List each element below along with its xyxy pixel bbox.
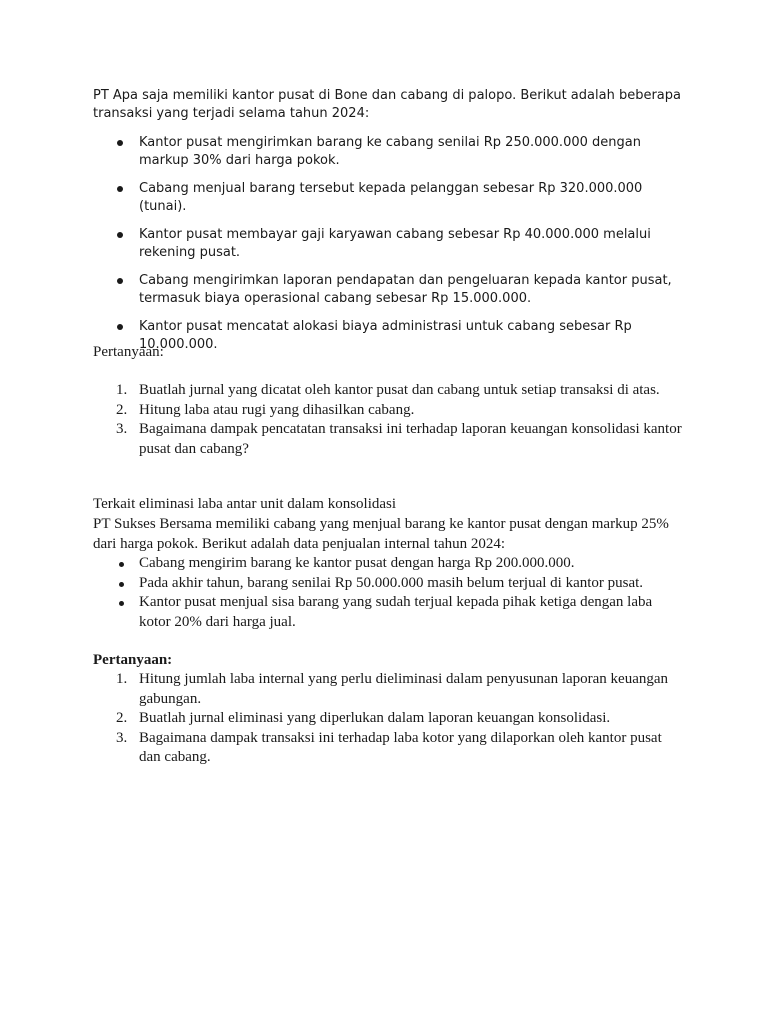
list-item (93, 381, 683, 401)
question-text: Buatlah jurnal eliminasi yang diperlukan dalam laporan keuangan konsolidasi. (139, 710, 611, 726)
bullet-icon (117, 140, 123, 146)
bullet-icon (117, 232, 123, 238)
section1-questions-label: Pertanyaan: (93, 344, 164, 360)
bullet-text: Kantor pusat mengirimkan barang ke cabang senilai Rp 250.000.000 dengan markup 30% dari harga pokok. (139, 135, 641, 168)
list-item (93, 134, 683, 170)
list-item (93, 554, 683, 574)
section2-questions-label: Pertanyaan: (93, 652, 173, 668)
section1-bullet-list (93, 134, 683, 364)
list-item (93, 226, 683, 262)
list-item (93, 420, 683, 459)
section1-intro: PT Apa saja memiliki kantor pusat di Bone dan cabang di palopo. Berikut adalah beberapa transaksi yang terjadi selama tahun 2024: (93, 88, 681, 121)
bullet-text: Cabang mengirim barang ke kantor pusat dengan harga Rp 200.000.000. (139, 555, 575, 571)
question-text: Buatlah jurnal yang dicatat oleh kantor pusat dan cabang untuk setiap transaksi di atas. (139, 382, 660, 398)
list-item (93, 729, 683, 768)
bullet-icon (119, 582, 124, 587)
list-item (93, 593, 683, 632)
question-text: Hitung jumlah laba internal yang perlu dieliminasi dalam penyusunan laporan keuangan gabungan. (139, 671, 669, 707)
bullet-text: Kantor pusat mencatat alokasi biaya administrasi untuk cabang sebesar Rp 10.000.000. (139, 319, 632, 352)
section1-question-list (93, 381, 683, 459)
section2-question-list (93, 670, 683, 768)
list-number: 1. (116, 671, 128, 687)
bullet-text: Cabang menjual barang tersebut kepada pelanggan sebesar Rp 320.000.000 (tunai). (139, 181, 643, 214)
list-number: 3. (116, 729, 128, 746)
list-item (93, 670, 683, 709)
bullet-text: Kantor pusat menjual sisa barang yang sudah terjual kepada pihak ketiga dengan laba kotor 20% dari harga jual. (139, 594, 653, 630)
bullet-icon (119, 601, 124, 606)
bullet-icon (117, 186, 123, 192)
list-item (93, 272, 683, 308)
bullet-text: Kantor pusat membayar gaji karyawan cabang sebesar Rp 40.000.000 melalui rekening pusat. (139, 227, 651, 260)
bullet-text: Pada akhir tahun, barang senilai Rp 50.000.000 masih belum terjual di kantor pusat. (139, 574, 644, 591)
list-number: 1. (116, 382, 128, 398)
list-item (93, 180, 683, 216)
list-number: 2. (116, 401, 128, 418)
bullet-icon (119, 562, 124, 567)
question-text: Bagaimana dampak pencatatan transaksi ini terhadap laporan keuangan konsolidasi kantor pusat dan cabang? (139, 421, 682, 457)
list-number: 3. (116, 421, 128, 437)
list-item (93, 709, 683, 729)
bullet-text: Cabang mengirimkan laporan pendapatan dan pengeluaran kepada kantor pusat, termasuk biaya operasional cabang sebesar Rp 15.000.000. (139, 273, 672, 306)
section2-bullet-list (93, 554, 683, 632)
question-text: Bagaimana dampak transaksi ini terhadap laba kotor yang dilaporkan oleh kantor pusat dan cabang. (139, 729, 662, 765)
bullet-icon (117, 324, 123, 330)
section2-title: Terkait eliminasi laba antar unit dalam konsolidasi (93, 496, 397, 512)
question-text: Hitung laba atau rugi yang dihasilkan cabang. (139, 401, 415, 418)
section2-intro: PT Sukses Bersama memiliki cabang yang menjual barang ke kantor pusat dengan markup 25% dari harga pokok. Berikut adalah data penjualan internal tahun 2024: (93, 516, 669, 552)
list-item (93, 574, 683, 594)
list-item (93, 401, 683, 421)
bullet-icon (117, 278, 123, 284)
list-number: 2. (116, 710, 128, 726)
